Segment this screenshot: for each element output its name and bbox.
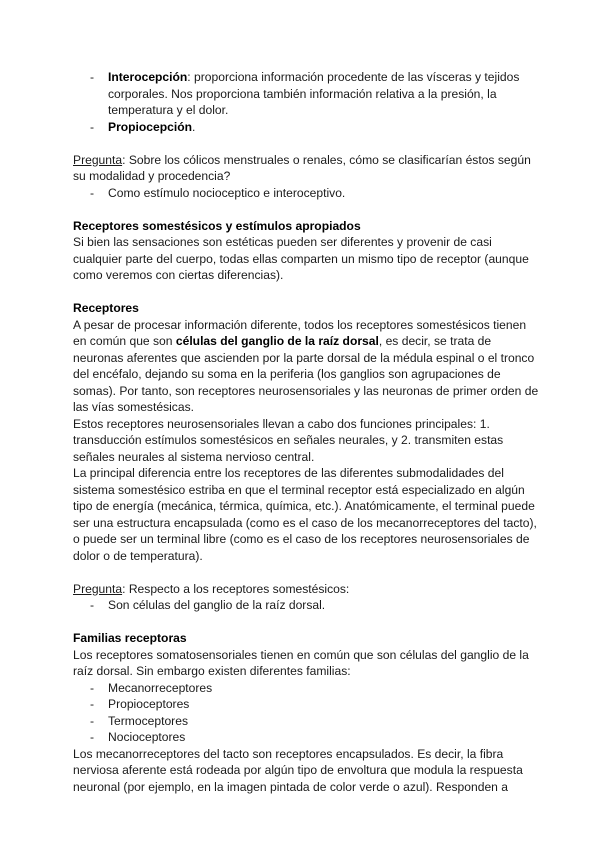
list-item — [73, 713, 540, 730]
paragraph: La principal diferencia entre los receptores de las diferentes submodalidades del sistema somestésico estriba en que el terminal receptor está especializado en algún tipo de energía (mecánica, térmica, química, etc.). Anatómicamente, el terminal puede ser una estructura encapsulada (como es el caso de los mecanorreceptores del tacto), o puede ser un terminal libre (como es el caso de los receptores neurosensoriales de dolor o de temperatura). — [73, 466, 537, 563]
list-dash: - — [90, 119, 95, 134]
paragraph — [73, 317, 540, 416]
answer-list-2 — [73, 597, 540, 614]
list-item — [73, 729, 540, 746]
list-item — [73, 185, 540, 202]
bold-term: células del ganglio de la raíz dorsal — [175, 334, 379, 348]
list-dash: - — [90, 598, 95, 612]
list-item — [73, 696, 540, 713]
family-name: Termoceptores — [108, 713, 188, 728]
paragraph: Si bien las sensaciones son estéticas pueden ser diferentes y provenir de casi cualquier parte del cuerpo, todas ellas comparten un mismo tipo de receptor (aunque como veremos con ciertas diferencias). — [73, 235, 529, 282]
question-text: : Sobre los cólicos menstruales o renales, cómo se clasificarían éstos según su modalidad y procedencia? — [73, 152, 531, 183]
list-dash: - — [90, 730, 95, 744]
term-interocepcion: Interocepción — [108, 70, 188, 84]
answer-list-1 — [73, 185, 540, 202]
list-dash: - — [90, 70, 95, 84]
paragraph-text: A pesar de procesar información diferente, todos los receptores somestésicos tienen en común que son — [73, 317, 527, 348]
list-item — [73, 597, 540, 614]
paragraph: Los receptores somatosensoriales tienen en común que son células del ganglio de la raíz dorsal. Sin embargo existen diferentes familias: — [73, 647, 529, 678]
term-definition: : proporciona información procedente de las vísceras y tejidos corporales. Nos proporciona también información relativa a la presión, la temperatura y el dolor. — [108, 70, 520, 117]
question-2 — [73, 581, 540, 598]
term-propiocepcion: Propiocepción — [108, 119, 192, 134]
answer-text: Como estímulo nocioceptico e interoceptivo. — [108, 185, 346, 200]
list-dash: - — [90, 185, 95, 200]
section-heading: Familias receptoras — [73, 631, 187, 645]
receptor-family-list — [73, 680, 540, 746]
family-name: Nocioceptores — [108, 730, 186, 744]
section-heading: Receptores somestésicos y estímulos apropiados — [73, 218, 361, 233]
paragraph: Estos receptores neurosensoriales llevan a cabo dos funciones principales: 1. transducción estímulos somestésicos en señales neurales, y 2. transmiten estas señales neurales al sistema nervioso central. — [73, 416, 504, 464]
paragraph: Los mecanorreceptores del tacto son receptores encapsulados. Es decir, la fibra nerviosa aferente está rodeada por algún tipo de envoltura que modula la respuesta neuronal (por ejemplo, en la imagen pintada de color verde o azul). Responden a — [73, 746, 523, 794]
list-item — [73, 119, 540, 136]
question-label: Pregunta — [73, 581, 123, 596]
answer-text: Son células del ganglio de la raíz dorsal. — [108, 598, 326, 612]
list-item — [73, 69, 540, 119]
top-list — [73, 69, 540, 135]
list-dash: - — [90, 713, 95, 728]
section-heading: Receptores — [73, 301, 139, 315]
family-name: Propioceptores — [108, 697, 190, 711]
question-label: Pregunta — [73, 152, 123, 167]
list-item — [73, 680, 540, 697]
list-dash: - — [90, 697, 95, 711]
question-1 — [73, 152, 540, 185]
family-name: Mecanorreceptores — [108, 680, 213, 695]
question-text: : Respecto a los receptores somestésicos: — [122, 581, 350, 596]
term-definition: . — [192, 119, 196, 134]
paragraph-text: , es decir, se trata de neuronas aferentes que ascienden por la parte dorsal de la médula espinal o el tronco del encéfalo, dejando su soma en la periferia (los ganglios son agrupaciones de somas). Por tanto, son receptores neurosensoriales y las neuronas de primer orden de las vías somestésicas. — [73, 334, 539, 414]
list-dash: - — [90, 680, 95, 695]
